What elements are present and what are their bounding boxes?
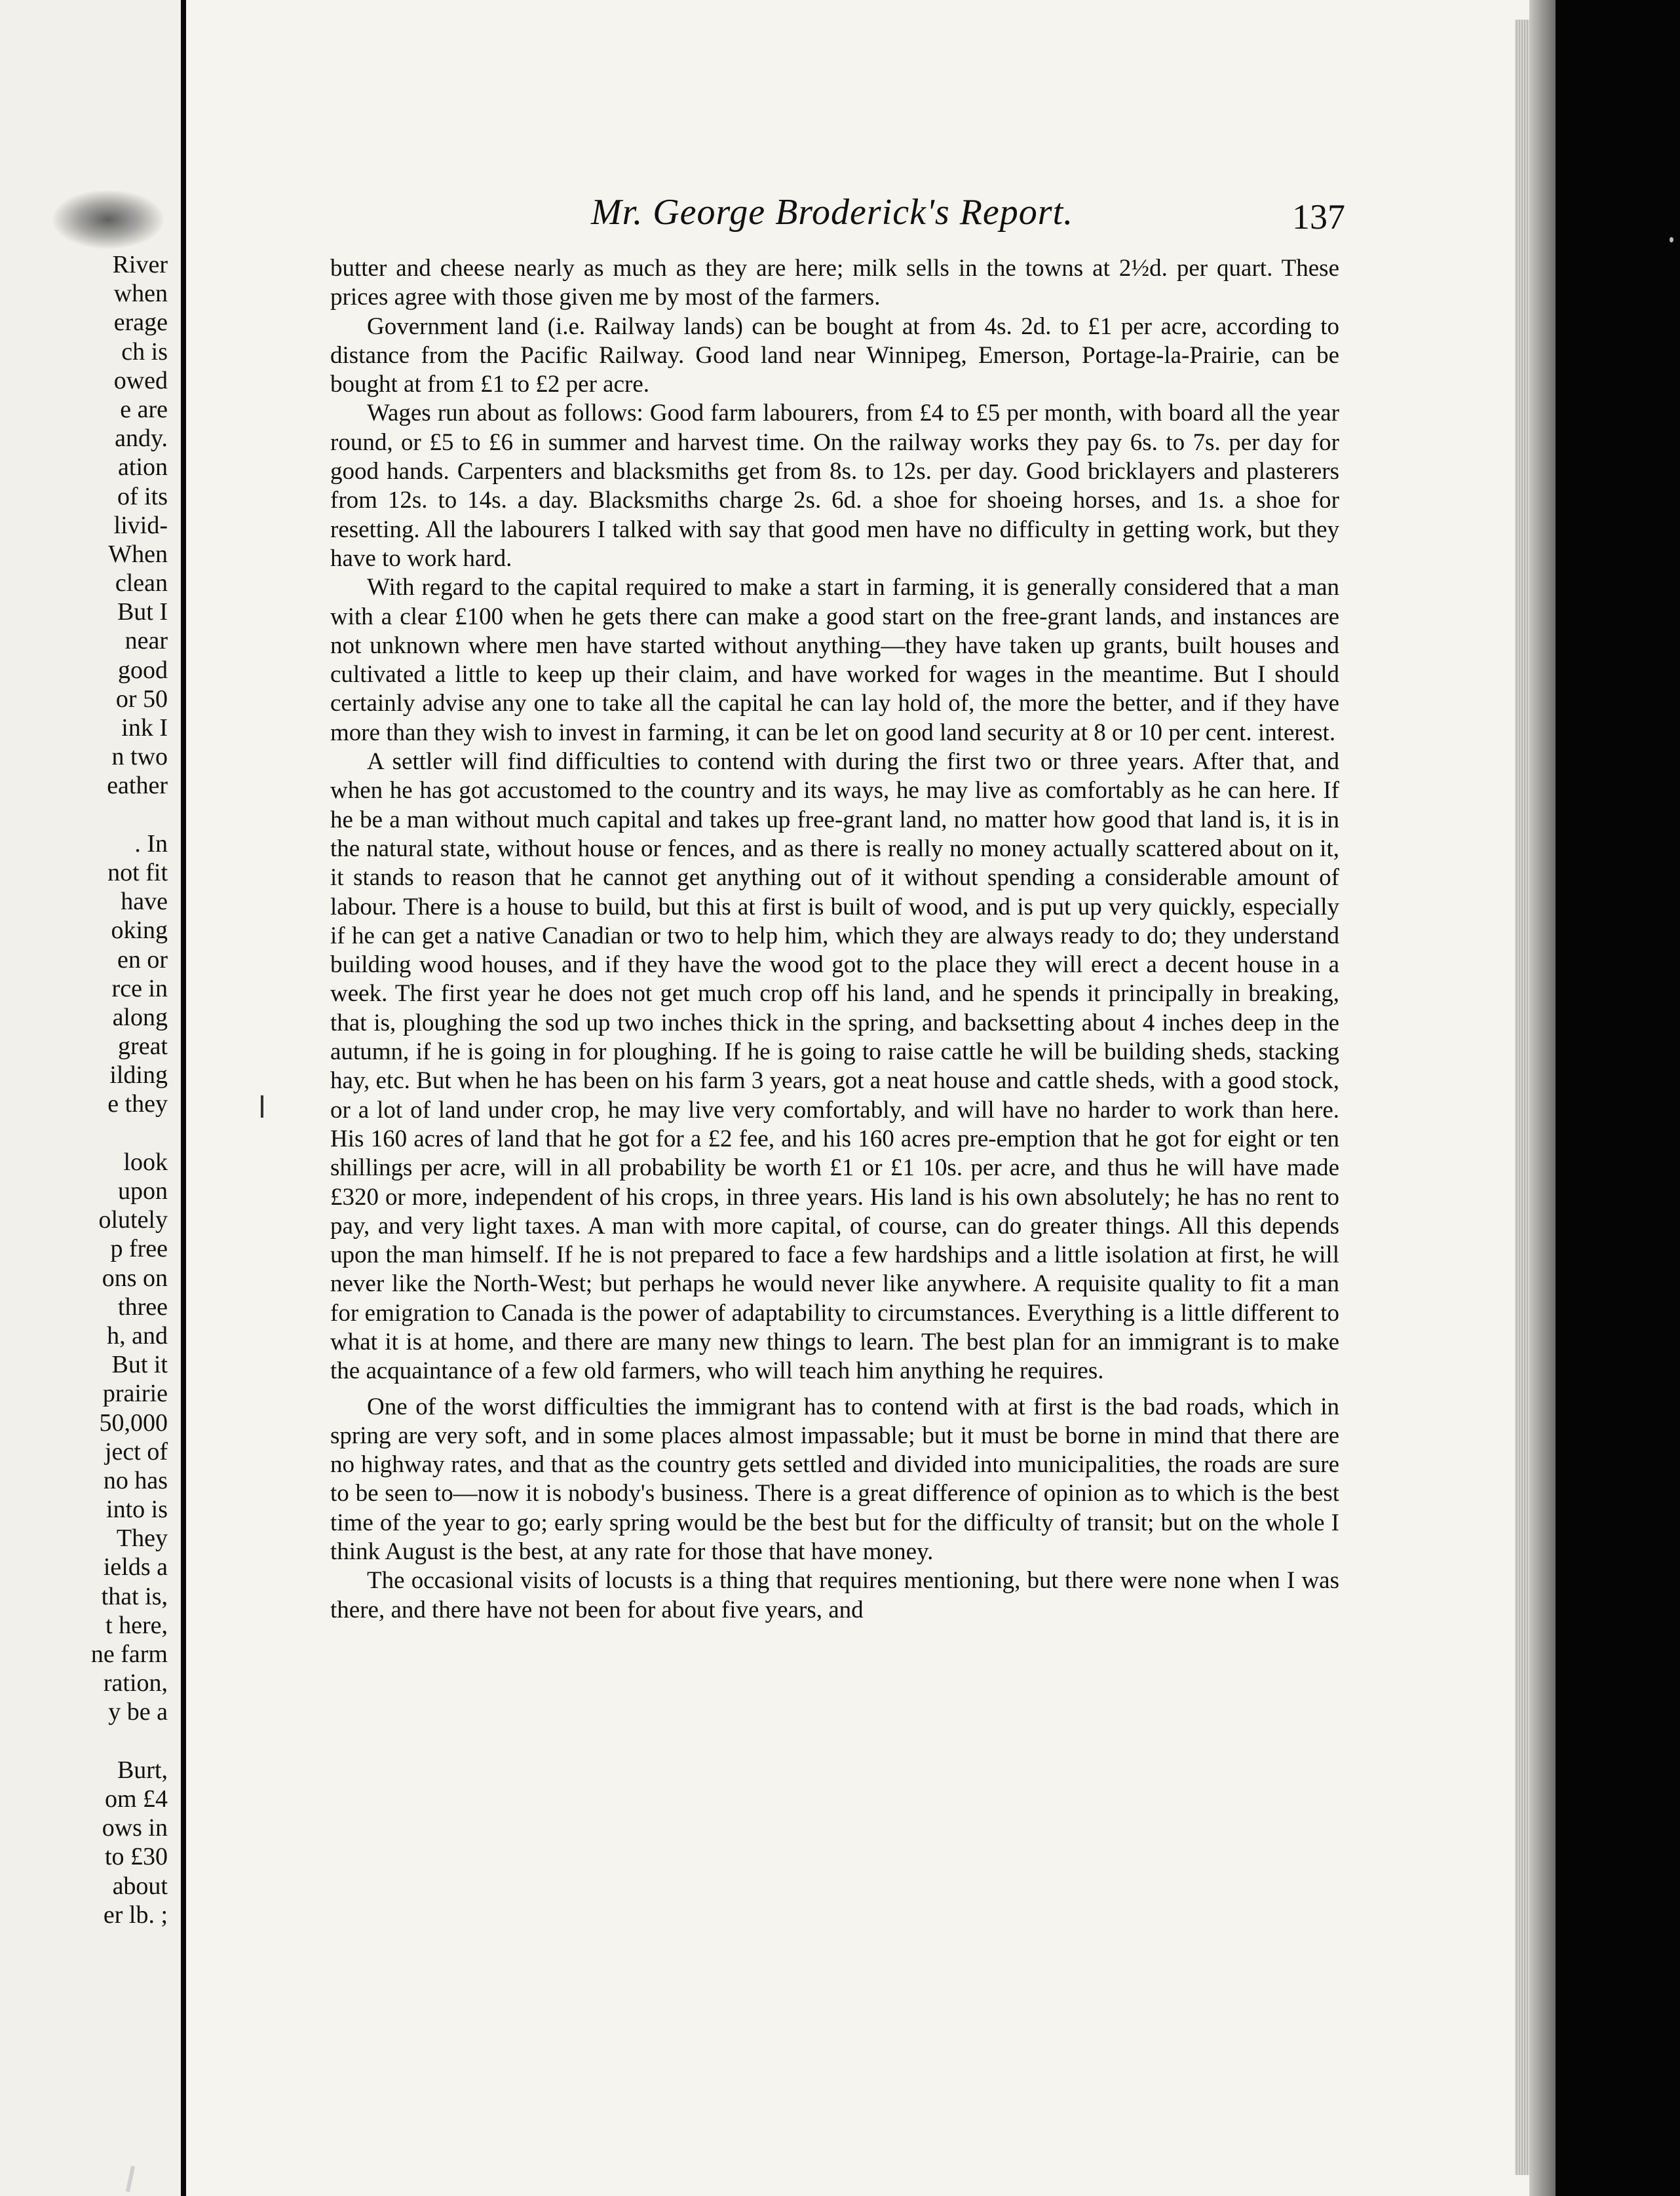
paragraph: Government land (i.e. Railway lands) can be bought at from 4s. 2d. to £1 per acre, according to distance from the Pacific Railway. Good land near Winnipeg, Emerson, Portage-la-Prairie, can be bought at from £1 to £2 per acre.	[330, 312, 1339, 398]
margin-mark	[261, 1095, 263, 1118]
fragment-line: look	[123, 1148, 168, 1176]
fragment-line: n two	[111, 743, 168, 771]
paragraph: The occasional visits of locusts is a thing that requires mentioning, but there were none when I was there, and there have not been for about five years, and	[330, 1567, 1339, 1623]
running-head-title: Mr. George Broderick's Report.	[591, 192, 1074, 233]
paragraph: Wages run about as follows: Good farm labourers, from £4 to £5 per month, with board all the year round, or £5 to £6 in summer and harvest time. On the railway works they pay 6s. to 7s. per day for good hands. Carpenters and blacksmiths get from 8s. to 12s. per day. Good bricklayers and plasterers from 12s. to 14s. a day. Blacksmiths charge 2s. 6d. a shoe for shoeing horses, and 1s. a shoe for resetting. All the labourers I talked with say that good men have no difficulty in getting work, but they have to work hard.	[330, 400, 1339, 572]
ink-smudge	[52, 190, 164, 249]
fragment-line: ilding	[109, 1061, 168, 1089]
paragraph: With regard to the capital required to make a start in farming, it is generally considered that a man with a clear £100 when he gets there can make a good start on the free-grant lands, and instances are not unknown where men have started without anything—they have taken up grants, built houses and cultivated a little to keep up their claim, and have worked for wages in the meantime. But I should certainly advise any one to take all the capital he can lay hold of, the more the better, and if they have more than they wish to invest in farming, it can be let on good land security at 8 or 10 per cent. interest.	[330, 574, 1339, 746]
paragraph: butter and cheese nearly as much as they are here; milk sells in the towns at 2½d. per quart. These prices agree with those given me by most of the farmers.	[330, 255, 1339, 311]
speck	[1670, 237, 1673, 242]
fragment-line: clean	[115, 569, 168, 597]
fragment-line: e they	[107, 1090, 168, 1118]
fragment-line: near	[124, 627, 168, 655]
fragment-line: about	[112, 1872, 168, 1900]
fragment-line: erage	[113, 309, 168, 337]
fragment-line: ows in	[102, 1814, 168, 1842]
fragment-line: no has	[103, 1466, 168, 1494]
fragment-line: not fit	[107, 858, 168, 886]
fragment-line: They	[116, 1524, 168, 1553]
fragment-line: But I	[117, 598, 168, 626]
binding-gutter	[181, 0, 186, 2196]
fragment-line: ration,	[103, 1669, 168, 1697]
fragment-line: have	[121, 888, 168, 916]
page-number: 137	[1292, 197, 1345, 237]
fragment-line: owed	[113, 366, 168, 394]
previous-page-fragment	[0, 0, 181, 2196]
fragment-line: Burt,	[117, 1756, 168, 1784]
fragment-line: rce in	[111, 974, 168, 1002]
fragment-line: p free	[110, 1235, 168, 1263]
fragment-line: But it	[111, 1351, 168, 1379]
fragment-line: prairie	[102, 1380, 168, 1408]
fragment-line: ons on	[102, 1264, 168, 1292]
fragment-line: ch is	[121, 337, 168, 366]
previous-page-line-ends	[91, 250, 168, 1929]
paragraph: A settler will find difficulties to contend with during the first two or three years. After that, and when he has got accustomed to the country and its ways, he may live as comfortably as he can here. If he be a man without much capital and takes up free-grant land, no matter how good that land is, it is in the natural state, without house or fences, and as there is really no money actually scattered about on it, it stands to reason that he cannot get anything out of it without spending a considerable amount of labour. There is a house to build, but this at first is built of wood, and is put up very quickly, especially if he can get a native Canadian or two to help him, which they are always ready to do; they understand building wood houses, and if they have the wood got to the place they will erect a decent house in a week. The first year he does not get much crop off his land, and he spends it principally in breaking, that is, ploughing the sod up two inches thick in the spring, and backsetting about 4 inches deep in the autumn, if he is going in for ploughing. If he is going to raise cattle he will be building sheds, stacking hay, etc. But when he has been on his farm 3 years, got a neat house and cattle sheds, with a good stock, or a lot of land under crop, he may live very comfortably, and will have no harder to work than here. His 160 acres of land that he got for a £2 fee, and his 160 acres pre-emption that he got for eight or ten shillings per acre, will in all probability be worth £1 or £1 10s. per acre, and thus he will have made £320 or more, independent of his crops, in three years. His land is his own absolutely; he has no rent to pay, and very light taxes. A man with more capital, of course, can do greater things. All this depends upon the man himself. If he is not prepared to face a few hardships and a little isolation at first, he will never like the North-West; but perhaps he would never like anywhere. A requisite quality to fit a man for emigration to Canada is the power of adaptability to circumstances. Everything is a little different to what it is at home, and there are many new things to learn. The best plan for an immigrant is to make the acquaintance of a few old farmers, who will teach him anything he requires.	[330, 748, 1339, 1385]
fragment-gap	[91, 801, 168, 829]
fragment-line: great	[118, 1032, 168, 1061]
fragment-line: livid-	[113, 511, 168, 539]
fragment-line: ne farm	[90, 1640, 168, 1668]
fragment-line: When	[108, 540, 168, 568]
fragment-line: e are	[120, 395, 168, 423]
fragment-line: that is,	[101, 1582, 168, 1610]
fragment-line: ation	[118, 453, 168, 482]
fragment-line: eather	[107, 772, 168, 800]
fragment-line: er lb. ;	[103, 1901, 168, 1929]
page-stack-edge	[1515, 20, 1529, 2175]
fragment-line: upon	[118, 1177, 168, 1205]
fragment-line: 50,000	[99, 1409, 168, 1437]
fragment-line: ink I	[121, 714, 168, 742]
fragment-line: River	[112, 251, 168, 278]
fragment-line: good	[118, 656, 168, 684]
fragment-gap	[91, 1119, 168, 1148]
fragment-line: y be a	[108, 1698, 168, 1726]
fragment-line: om £4	[104, 1785, 168, 1813]
paragraph: One of the worst difficulties the immigrant has to contend with at first is the bad roads, which in spring are very soft, and in some places almost impassable; but it must be borne in mind that there are no highway rates, and that as the country gets settled and divided into municipalities, the roads are sure to be seen to—now it is nobody's business. There is a great difference of opinion as to which is the best time of the year to go; early spring would be the best but for the difficulty of transit; but on the whole I think August is the best, at any rate for those that have money.	[330, 1393, 1339, 1566]
body-text	[330, 254, 1339, 1625]
fragment-gap	[91, 1727, 168, 1756]
fragment-line: . In	[134, 829, 168, 858]
fragment-line: of its	[117, 482, 168, 510]
fragment-line: or 50	[115, 685, 168, 713]
fragment-line: into is	[106, 1496, 168, 1524]
fragment-line: when	[113, 280, 168, 308]
fragment-line: olutely	[98, 1206, 168, 1234]
fragment-line: ields a	[103, 1553, 168, 1581]
fragment-line: three	[118, 1293, 168, 1321]
fragment-line: oking	[111, 917, 168, 945]
page-edge-shadow	[1529, 0, 1556, 2196]
fragment-line: to £30	[104, 1843, 168, 1871]
fragment-line: h, and	[107, 1321, 168, 1350]
fragment-line: en or	[117, 945, 168, 974]
fragment-line: andy.	[115, 425, 168, 453]
fragment-line: along	[112, 1003, 168, 1031]
fragment-line: ject of	[104, 1437, 168, 1466]
fragment-line: t here,	[105, 1611, 168, 1639]
